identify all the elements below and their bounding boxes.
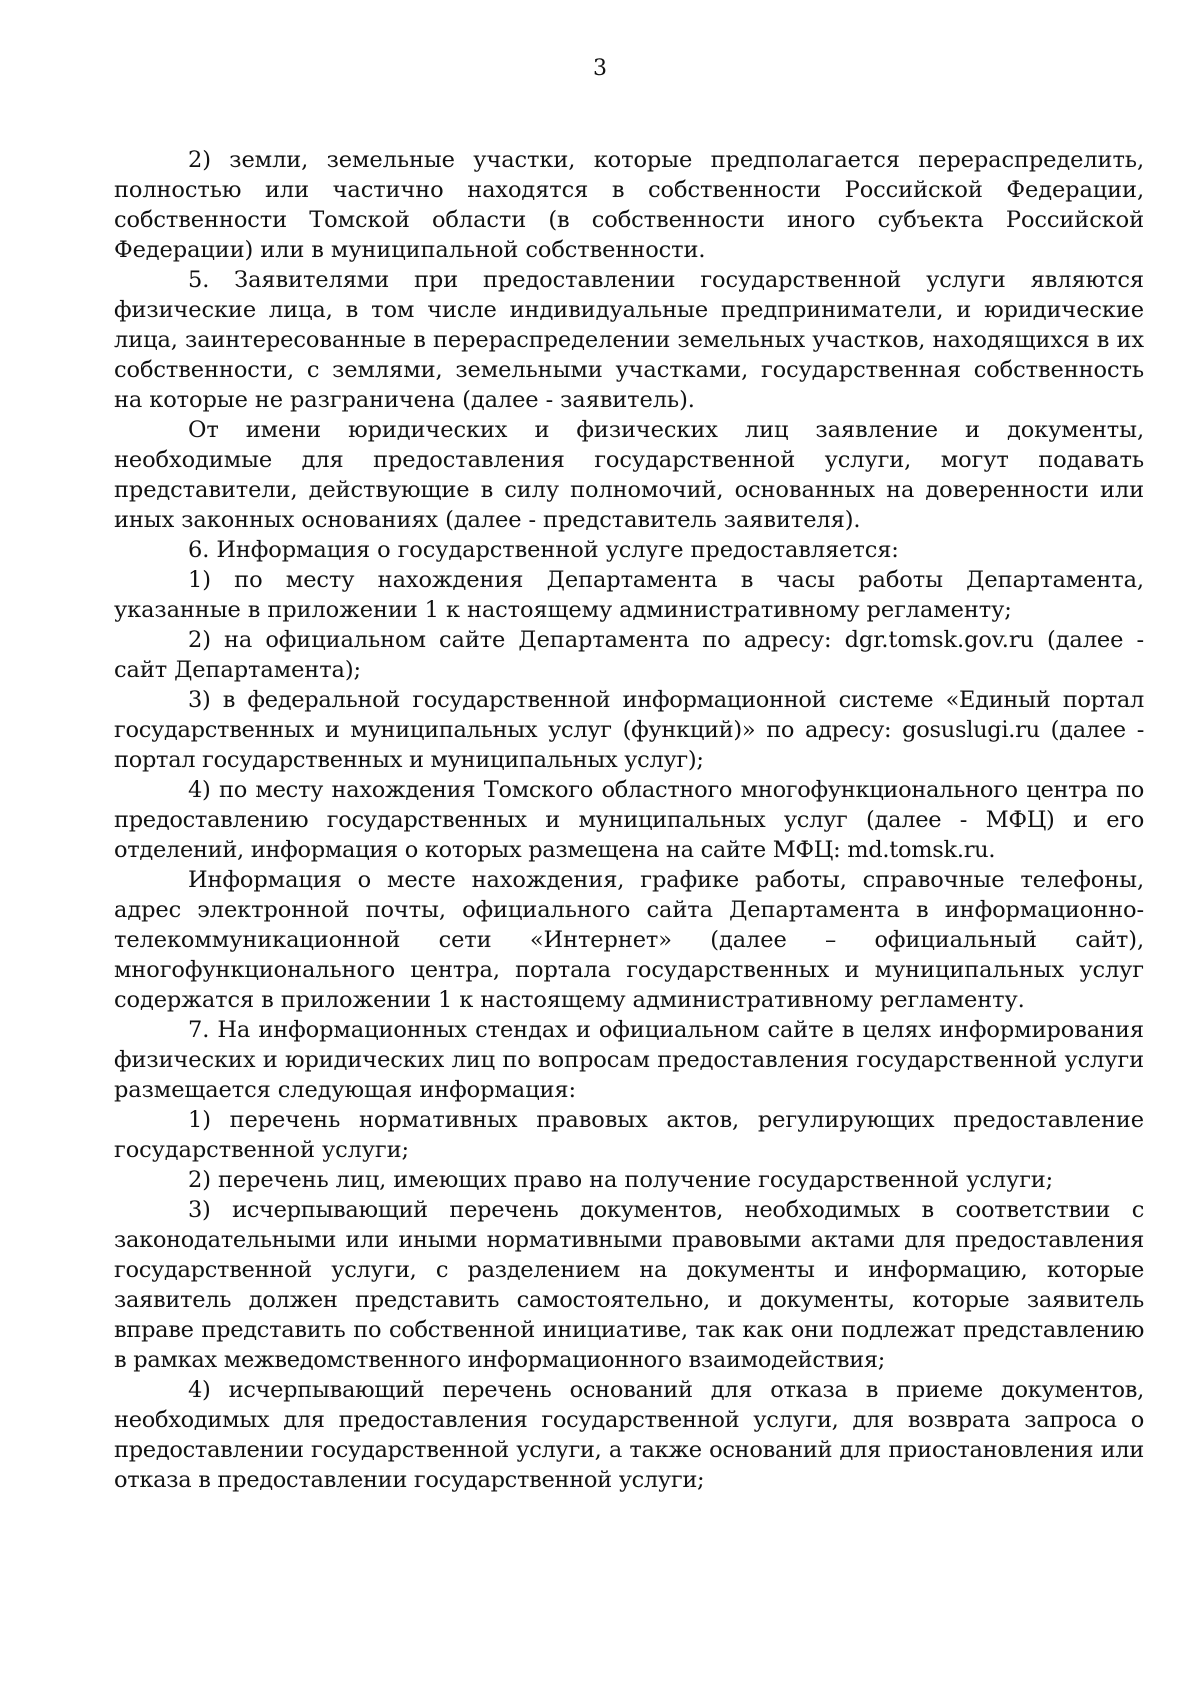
page-number: 3 bbox=[593, 56, 607, 81]
list-item-7-3: 3) исчерпывающий перечень документов, необходимых в соответствии с законодательными или иными нормативными правовыми актами для предоставления государственной услуги, с разделением на документы и информацию, которые заявитель должен представить самостоятельно, и документы, которые заявитель вправе представить по собственной инициативе, так как они подлежат представлению в рамках межведомственного информационного взаимодействия; bbox=[114, 1197, 1144, 1373]
list-item-7-4: 4) исчерпывающий перечень оснований для отказа в приеме документов, необходимых для предоставления государственной услуги, для возврата запроса о предоставлении государственной услуги, а также оснований для приостановления или отказа в предоставлении государственной услуги; bbox=[114, 1377, 1144, 1493]
list-item-6-4: 4) по месту нахождения Томского областного многофункционального центра по предоставлению государственных и муниципальных услуг (далее - МФЦ) и его отделений, информация о которых размещена на сайте МФЦ: md.tomsk.ru. bbox=[114, 777, 1144, 863]
paragraph-representatives: От имени юридических и физических лиц заявление и документы, необходимые для предоставления государственной услуги, могут подавать представители, действующие в силу полномочий, основанных на доверенности или иных законных основаниях (далее - представитель заявителя). bbox=[114, 417, 1144, 533]
paragraph-contact-info: Информация о месте нахождения, графике работы, справочные телефоны, адрес электронной почты, официального сайта Департамента в информационно-телекоммуникационной сети «Интернет» (далее – официальный сайт), многофункционального центра, портала государственных и муниципальных услуг содержатся в приложении 1 к настоящему административному регламенту. bbox=[114, 867, 1144, 1013]
list-item-7-2: 2) перечень лиц, имеющих право на получение государственной услуги; bbox=[188, 1167, 1054, 1193]
paragraph-5-applicants: 5. Заявителями при предоставлении государственной услуги являются физические лица, в том числе индивидуальные предприниматели, и юридические лица, заинтересованные в перераспределении земельных участков, находящихся в их собственности, с землями, земельными участками, государственная собственность на которые не разграничена (далее - заявитель). bbox=[114, 267, 1144, 413]
paragraph-land-ownership: 2) земли, земельные участки, которые предполагается перераспределить, полностью или частично находятся в собственности Российской Федерации, собственности Томской области (в собственности иного субъекта Российской Федерации) или в муниципальной собственности. bbox=[114, 147, 1144, 263]
paragraph-7-stands: 7. На информационных стендах и официальном сайте в целях информирования физических и юридических лиц по вопросам предоставления государственной услуги размещается следующая информация: bbox=[114, 1017, 1144, 1103]
list-item-7-1: 1) перечень нормативных правовых актов, регулирующих предоставление государственной услуги; bbox=[114, 1107, 1144, 1163]
list-item-6-3: 3) в федеральной государственной информационной системе «Единый портал государственных и муниципальных услуг (функций)» по адресу: gosuslugi.ru (далее - портал государственных и муниципальных услуг); bbox=[114, 687, 1144, 773]
list-item-6-2: 2) на официальном сайте Департамента по адресу: dgr.tomsk.gov.ru (далее - сайт Департамента); bbox=[114, 627, 1144, 683]
paragraph-6-information: 6. Информация о государственной услуге предоставляется: bbox=[188, 537, 899, 563]
list-item-6-1: 1) по месту нахождения Департамента в часы работы Департамента, указанные в приложении 1 к настоящему административному регламенту; bbox=[114, 567, 1144, 623]
document-body bbox=[114, 145, 1144, 1495]
